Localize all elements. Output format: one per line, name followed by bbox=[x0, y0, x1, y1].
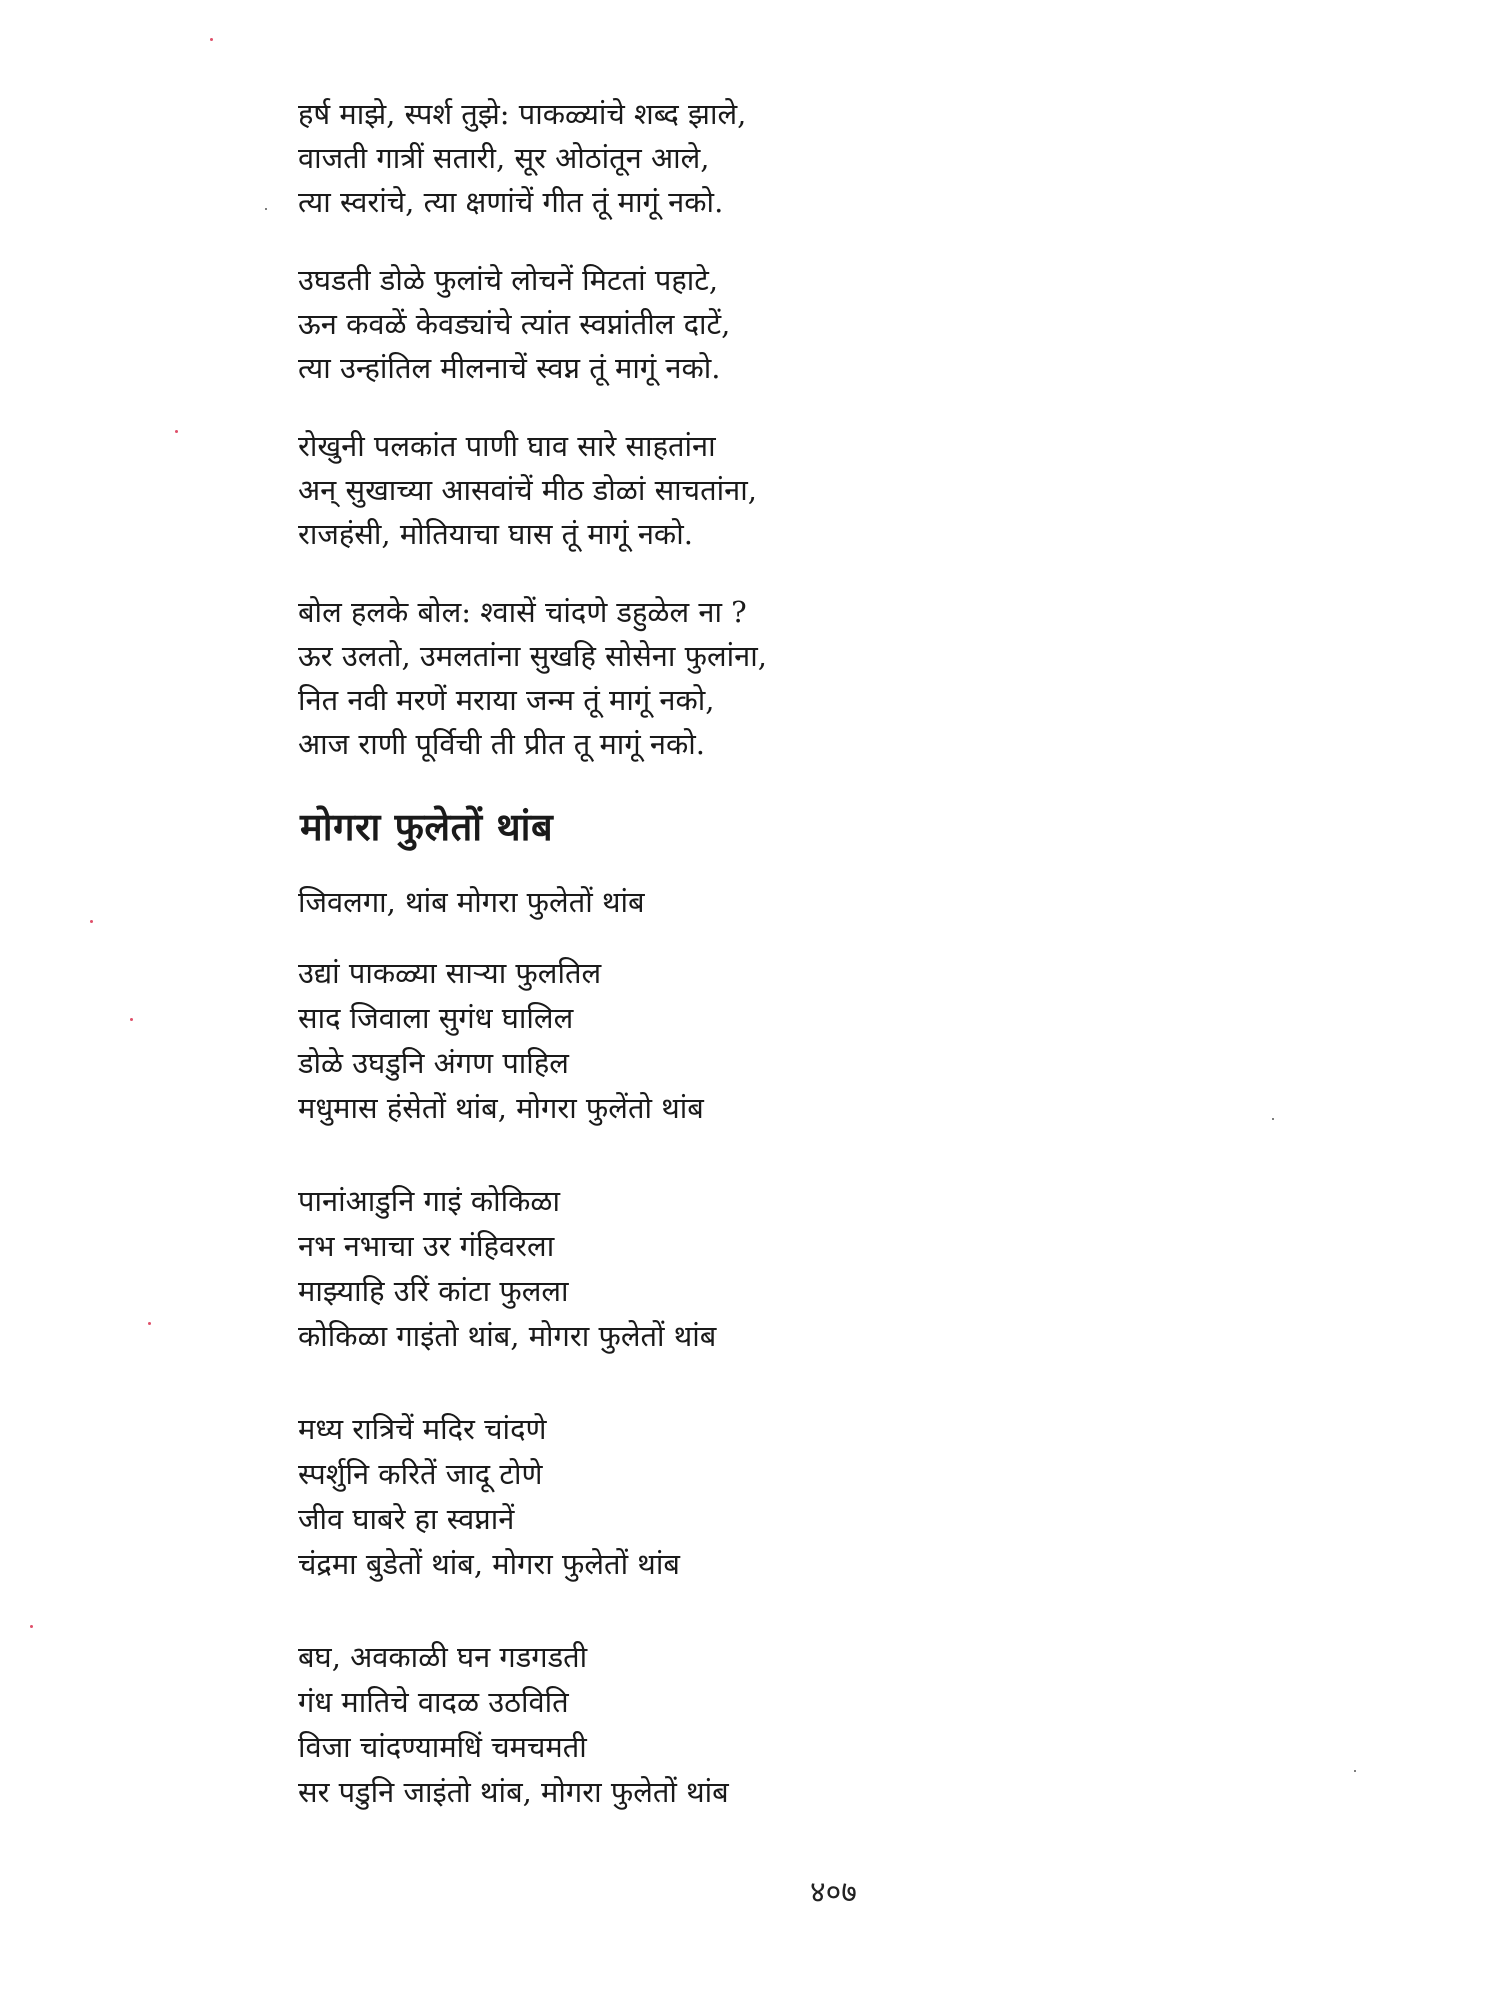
poem-line: डोळे उघडुनि अंगण पाहिल bbox=[298, 1046, 569, 1080]
poem-line: मधुमास हंसेतों थांब, मोगरा फुलेंतो थांब bbox=[298, 1091, 704, 1125]
poem-line: कोकिळा गाइंतो थांब, मोगरा फुलेतों थांब bbox=[298, 1319, 717, 1353]
poem-line: उद्यां पाकळ्या साऱ्या फुलतिल bbox=[298, 956, 602, 990]
poem-line: वाजती गात्रीं सतारी, सूर ओठांतून आले, bbox=[298, 141, 710, 175]
poem-line: गंध मातिचे वादळ उठविति bbox=[298, 1685, 569, 1719]
poem-line: पानांआडुनि गाइं कोकिळा bbox=[298, 1184, 560, 1218]
poem-line: नभ नभाचा उर गंहिवरला bbox=[298, 1229, 555, 1263]
stanza bbox=[298, 92, 1198, 224]
poem-line: अन् सुखाच्या आसवांचें मीठ डोळां साचतांना, bbox=[298, 473, 757, 507]
poem-line: त्या उन्हांतिल मीलनाचें स्वप्न तूं मागूं नको. bbox=[298, 351, 721, 385]
poem-line: जीव घाबरे हा स्वप्नानें bbox=[298, 1502, 515, 1536]
page-number: ४०७ bbox=[810, 1875, 857, 1910]
scan-speck bbox=[90, 920, 93, 923]
poem-line: राजहंसी, मोतियाचा घास तूं मागूं नको. bbox=[298, 517, 693, 551]
poem-line: माझ्याहि उरिं कांटा फुलला bbox=[298, 1274, 569, 1308]
scan-speck bbox=[1272, 1118, 1274, 1120]
scan-speck bbox=[30, 1625, 33, 1628]
scan-speck bbox=[210, 38, 213, 41]
poem-line: साद जिवाला सुगंध घालिल bbox=[298, 1001, 574, 1035]
poem-second bbox=[298, 800, 1198, 1815]
refrain bbox=[298, 880, 1198, 925]
poem-title: मोगरा फुलेतों थांब bbox=[300, 805, 554, 849]
poem-line: मध्य रात्रिचें मदिर चांदणे bbox=[298, 1412, 547, 1446]
poem-first bbox=[298, 92, 1198, 766]
poem-line: हर्ष माझे, स्पर्श तुझे: पाकळ्यांचे शब्द झाले, bbox=[298, 97, 747, 131]
poem-line: आज राणी पूर्विची ती प्रीत तू मागूं नको. bbox=[298, 727, 705, 761]
poem-line: बघ, अवकाळी घन गडगडती bbox=[298, 1640, 588, 1674]
stanza bbox=[298, 1635, 1198, 1815]
stanza bbox=[298, 590, 1198, 766]
poem-line: स्पर्शुनि करितें जादू टोणे bbox=[298, 1457, 543, 1491]
poem-line: सर पडुनि जाइंतो थांब, मोगरा फुलेतों थांब bbox=[298, 1775, 729, 1809]
scan-speck bbox=[148, 1322, 151, 1325]
stanza bbox=[298, 424, 1198, 556]
poem-line: ऊर उलतो, उमलतांना सुखहि सोसेना फुलांना, bbox=[298, 639, 767, 673]
poem-line: रोखुनी पलकांत पाणी घाव सारे साहतांना bbox=[298, 429, 716, 463]
refrain-line: जिवलगा, थांब मोगरा फुलेतों थांब bbox=[298, 885, 645, 919]
stanza bbox=[298, 1407, 1198, 1587]
stanza bbox=[298, 1179, 1198, 1359]
scan-speck bbox=[175, 430, 178, 433]
poem-line: ऊन कवळें केवड्यांचे त्यांत स्वप्नांतील दाटें, bbox=[298, 307, 731, 341]
poem-line: विजा चांदण्यामधिं चमचमती bbox=[298, 1730, 587, 1764]
stanza bbox=[298, 951, 1198, 1131]
poem-line: चंद्रमा बुडेतों थांब, मोगरा फुलेतों थांब bbox=[298, 1547, 680, 1581]
poem-line: नित नवी मरणें मराया जन्म तूं मागूं नको, bbox=[298, 683, 715, 717]
scan-speck bbox=[1354, 1770, 1356, 1772]
scan-speck bbox=[130, 1018, 133, 1021]
stanza bbox=[298, 258, 1198, 390]
page-content bbox=[298, 92, 1198, 1863]
poem-line: त्या स्वरांचे, त्या क्षणांचें गीत तूं मागूं नको. bbox=[298, 185, 724, 219]
scan-speck bbox=[265, 208, 267, 210]
poem-line: बोल हलके बोल: श्वासें चांदणे डहुळेल ना ? bbox=[298, 595, 747, 629]
poem-line: उघडती डोळे फुलांचे लोचनें मिटतां पहाटे, bbox=[298, 263, 719, 297]
